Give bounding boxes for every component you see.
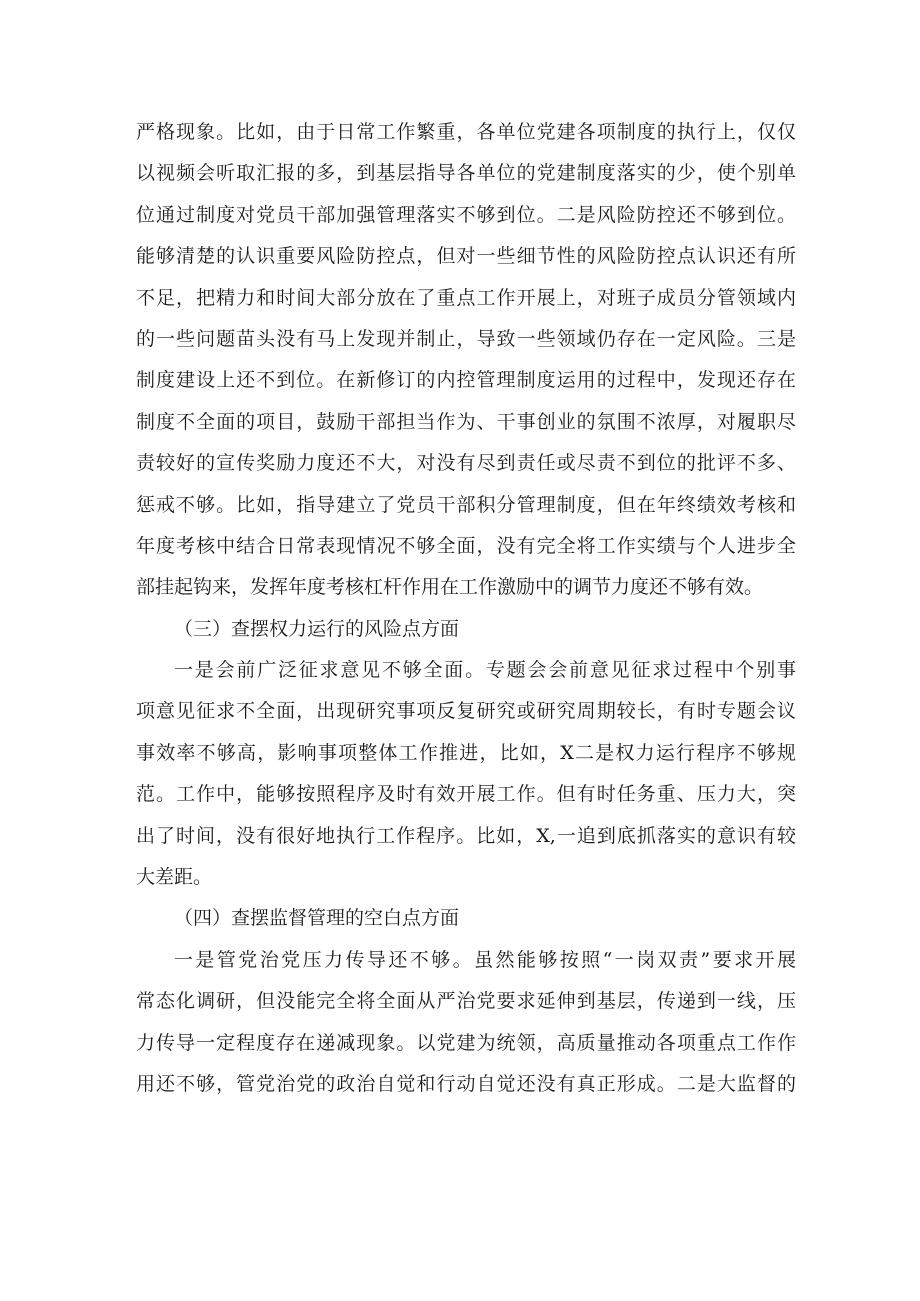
- paragraph-line: 部挂起钩来，发挥年度考核杠杆作用在工作激励中的调节力度还不够有效。: [136, 576, 764, 599]
- document-body: [136, 112, 796, 1105]
- paragraph-line: 严格现象。比如，由于日常工作繁重，各单位党建各项制度的执行上，仅仅: [136, 121, 796, 143]
- paragraph-first-line: 一是管党治党压力传导还不够。虽然能够按照“一岗双责”要求开展: [174, 948, 796, 971]
- paragraph-line: 位通过制度对党员干部加强管理落实不够到位。二是风险防控还不够到位。: [136, 203, 796, 226]
- section-heading: （三）查摆权力运行的风险点方面: [174, 617, 460, 640]
- paragraph-line: 范。工作中，能够按照程序及时有效开展工作。但有时任务重、压力大，突: [136, 783, 796, 806]
- paragraph-first-line: 一是会前广泛征求意见不够全面。专题会会前意见征求过程中个别事: [174, 659, 796, 682]
- paragraph-line: 出了时间，没有很好地执行工作程序。比如，X,一追到底抓落实的意识有较: [136, 824, 796, 847]
- section-heading: （四）查摆监督管理的空白点方面: [174, 907, 460, 930]
- paragraph-line: 惩戒不够。比如，指导建立了党员干部积分管理制度，但在年终绩效考核和: [136, 493, 796, 516]
- paragraph-line: 以视频会听取汇报的多，到基层指导各单位的党建制度落实的少，使个别单: [136, 162, 796, 185]
- paragraph-line: 的一些问题苗头没有马上发现并制止，导致一些领域仍存在一定风险。三是: [136, 327, 796, 350]
- paragraph-line: 制度建设上还不到位。在新修订的内控管理制度运用的过程中，发现还存在: [136, 369, 796, 392]
- paragraph-line: 不足，把精力和时间大部分放在了重点工作开展上，对班子成员分管领域内: [136, 286, 796, 309]
- paragraph-line: 项意见征求不全面，出现研究事项反复研究或研究周期较长，有时专题会议: [136, 700, 796, 723]
- paragraph-line: 大差距。: [136, 866, 213, 889]
- paragraph-line: 能够清楚的认识重要风险防控点，但对一些细节性的风险防控点认识还有所: [136, 245, 796, 268]
- paragraph-line: 常态化调研，但没能完全将全面从严治党要求延伸到基层，传递到一线，压: [136, 990, 796, 1013]
- paragraph-line: 事效率不够高，影响事项整体工作推进，比如，X二是权力运行程序不够规: [136, 741, 796, 764]
- paragraph-line: 年度考核中结合日常表现情况不够全面，没有完全将工作实绩与个人进步全: [136, 534, 796, 557]
- paragraph-line: 用还不够，管党治党的政治自觉和行动自觉还没有真正形成。二是大监督的: [136, 1072, 796, 1095]
- paragraph-line: 制度不全面的项目，鼓励干部担当作为、干事创业的氛围不浓厚，对履职尽: [136, 410, 796, 433]
- paragraph-line: 责较好的宣传奖励力度还不大，对没有尽到责任或尽责不到位的批评不多、: [136, 452, 796, 475]
- paragraph-line: 力传导一定程度存在递减现象。以党建为统领，高质量推动各项重点工作作: [136, 1031, 796, 1054]
